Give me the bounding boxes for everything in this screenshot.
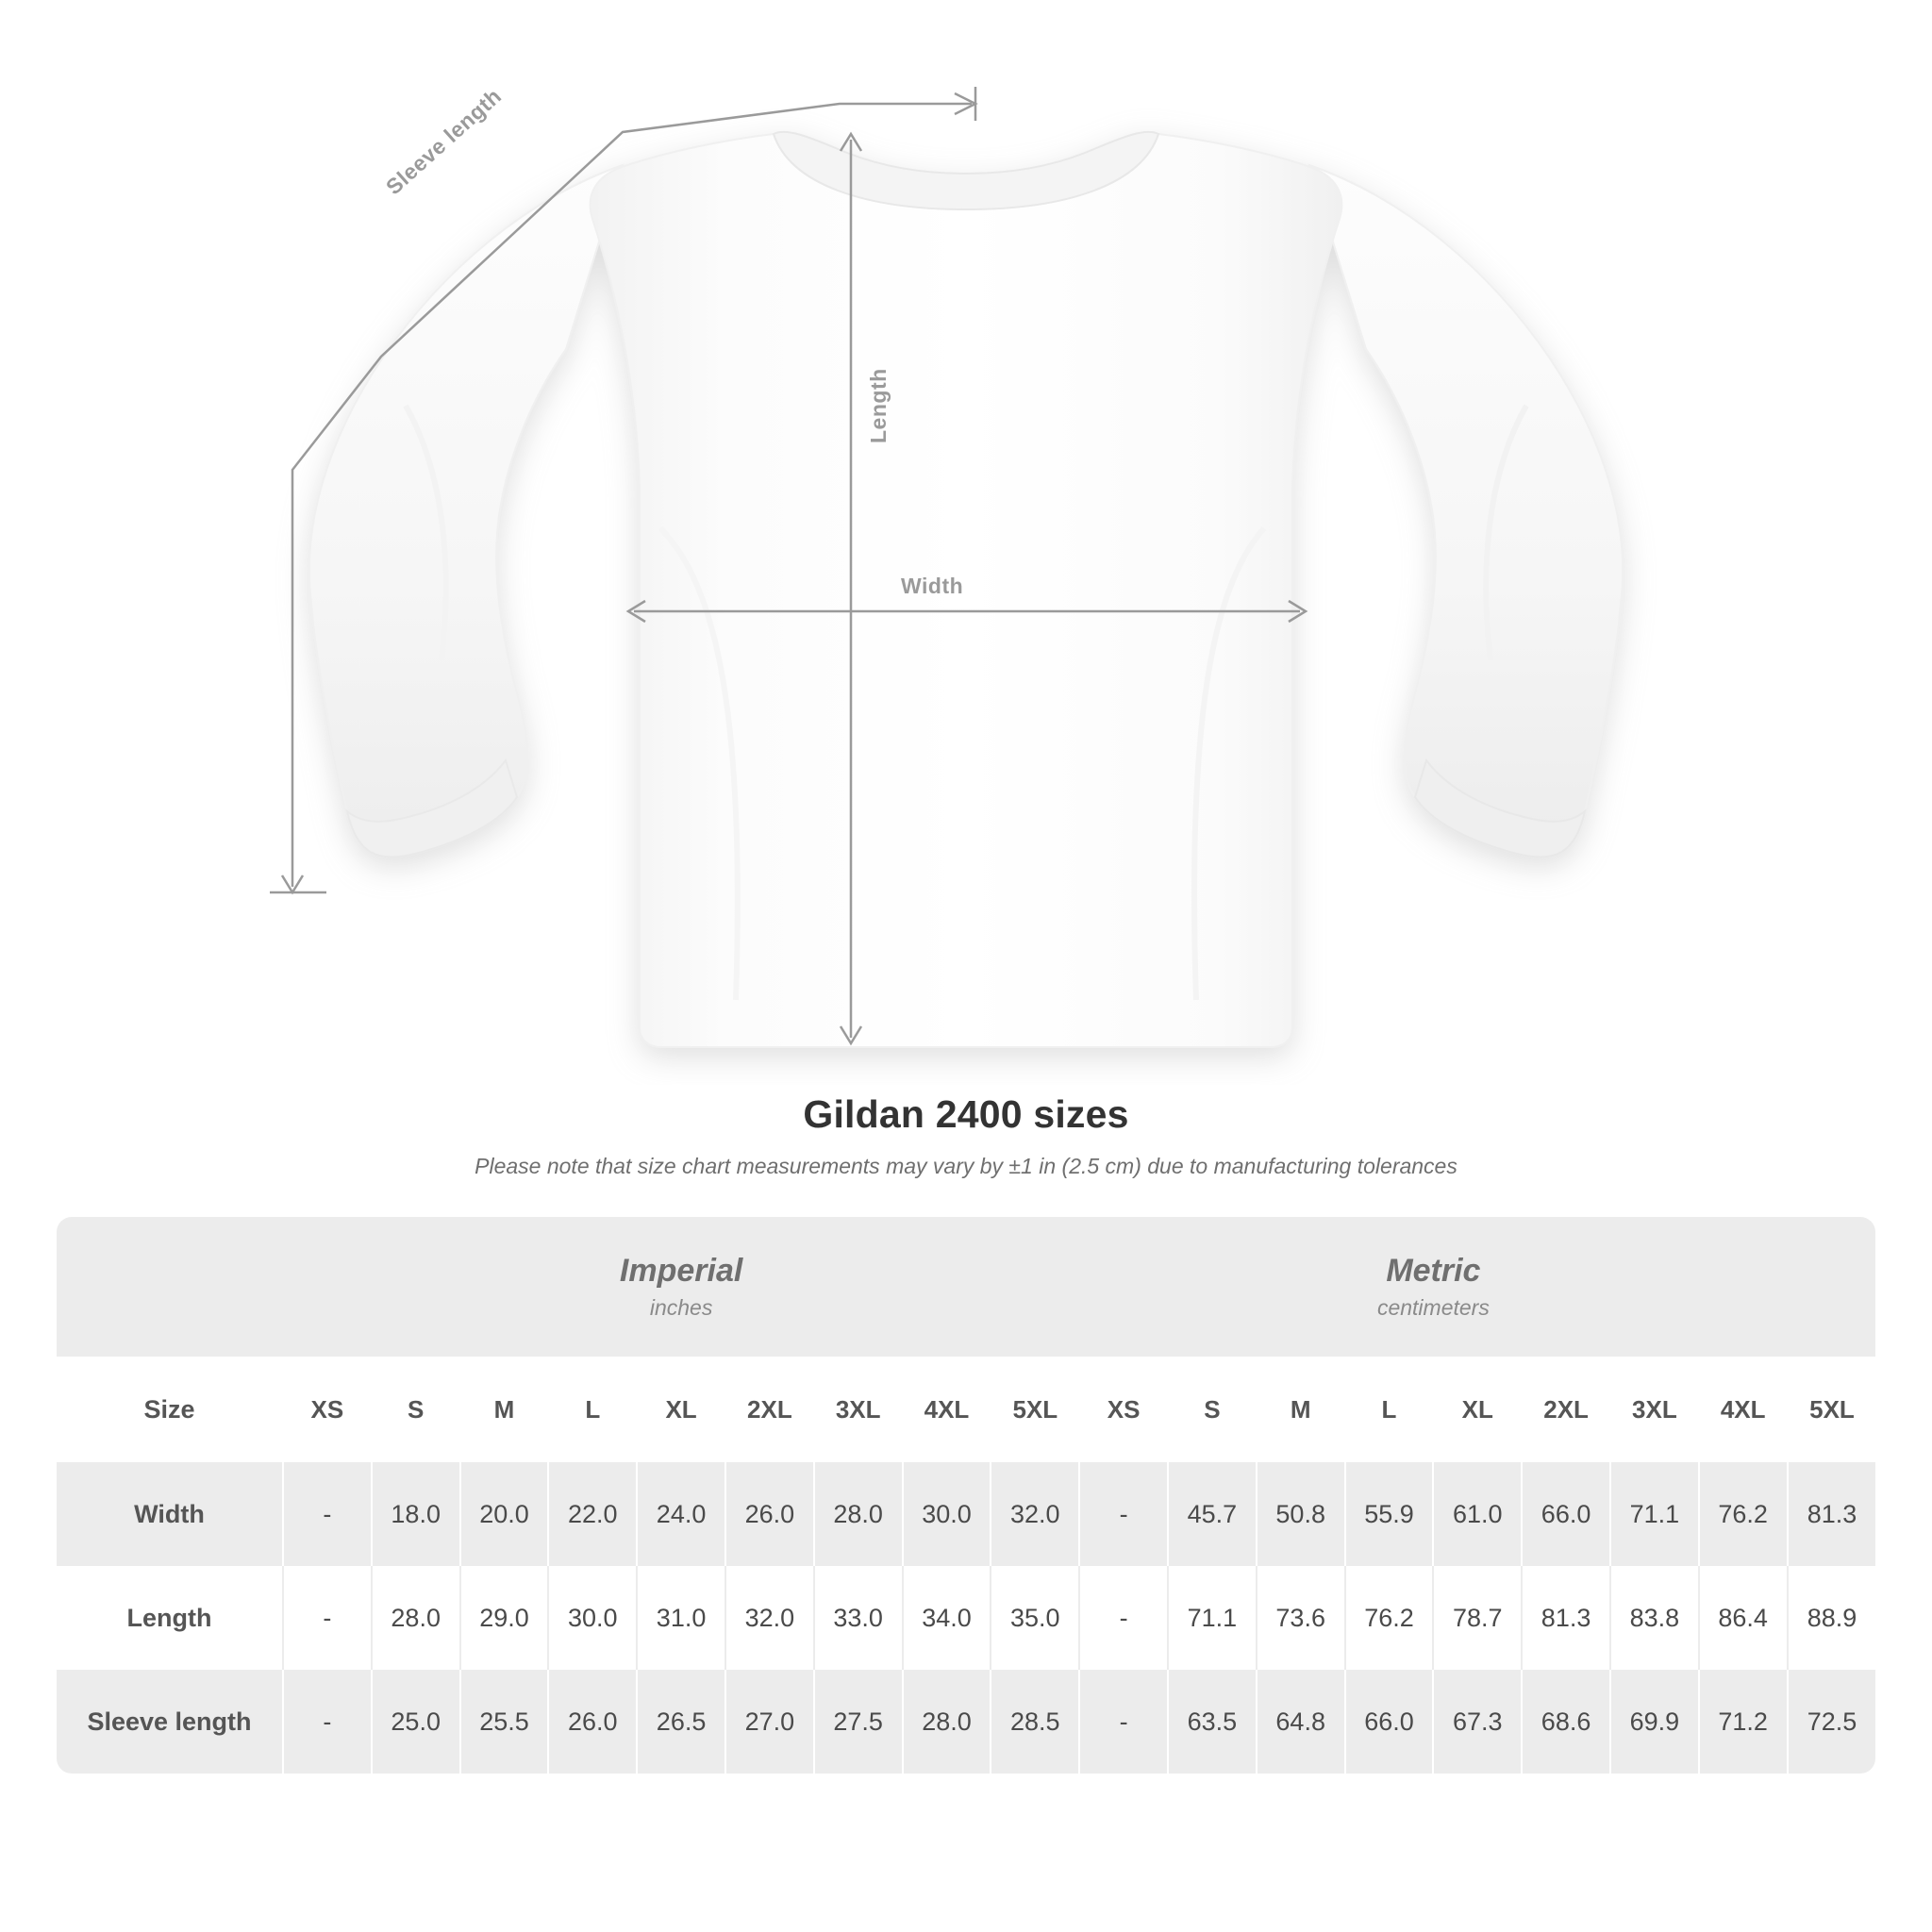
header-imperial-2xl: 2XL <box>725 1357 814 1462</box>
width-imperial-2xl: 26.0 <box>725 1462 814 1566</box>
length-metric-s: 71.1 <box>1168 1566 1257 1670</box>
width-imperial-s: 18.0 <box>372 1462 460 1566</box>
length-metric-5xl: 88.9 <box>1788 1566 1876 1670</box>
unit-header-corner-right <box>1788 1217 1876 1357</box>
length-imperial-s: 28.0 <box>372 1566 460 1670</box>
width-metric-l: 55.9 <box>1345 1462 1434 1566</box>
unit-header-corner <box>57 1217 283 1357</box>
unit-group-metric <box>1079 1217 1787 1357</box>
header-imperial-m: M <box>460 1357 549 1462</box>
width-imperial-l: 22.0 <box>548 1462 637 1566</box>
page-subtitle: Please note that size chart measurements may vary by ±1 in (2.5 cm) due to manufacturing tolerances <box>475 1154 1457 1178</box>
width-imperial-m: 20.0 <box>460 1462 549 1566</box>
header-metric-xs: XS <box>1079 1357 1168 1462</box>
sleeve-imperial-s: 25.0 <box>372 1670 460 1774</box>
sleeve-imperial-3xl: 27.5 <box>814 1670 903 1774</box>
header-metric-2xl: 2XL <box>1522 1357 1610 1462</box>
width-metric-3xl: 71.1 <box>1610 1462 1699 1566</box>
header-imperial-s: S <box>372 1357 460 1462</box>
unit-group-imperial <box>283 1217 1079 1357</box>
width-imperial-5xl: 32.0 <box>991 1462 1079 1566</box>
width-imperial-xs: - <box>283 1462 372 1566</box>
page-title: Gildan 2400 sizes <box>803 1092 1129 1136</box>
width-label: Width <box>901 574 964 598</box>
width-imperial-3xl: 28.0 <box>814 1462 903 1566</box>
sleeve-metric-4xl: 71.2 <box>1699 1670 1788 1774</box>
length-metric-m: 73.6 <box>1257 1566 1345 1670</box>
length-imperial-5xl: 35.0 <box>991 1566 1079 1670</box>
header-imperial-xs: XS <box>283 1357 372 1462</box>
unit-group-metric-sub: centimeters <box>1376 1295 1490 1321</box>
header-metric-5xl: 5XL <box>1788 1357 1876 1462</box>
length-metric-4xl: 86.4 <box>1699 1566 1788 1670</box>
sleeve-metric-xl: 67.3 <box>1433 1670 1522 1774</box>
sleeve-imperial-xs: - <box>283 1670 372 1774</box>
length-imperial-m: 29.0 <box>460 1566 549 1670</box>
width-imperial-xl: 24.0 <box>637 1462 725 1566</box>
header-size: Size <box>57 1357 283 1462</box>
title-block <box>0 1092 1932 1179</box>
unit-header-row <box>57 1217 1875 1357</box>
header-metric-4xl: 4XL <box>1699 1357 1788 1462</box>
length-metric-2xl: 81.3 <box>1522 1566 1610 1670</box>
width-metric-m: 50.8 <box>1257 1462 1345 1566</box>
length-imperial-xl: 31.0 <box>637 1566 725 1670</box>
table-row-sleeve-length <box>57 1670 1875 1774</box>
header-metric-l: L <box>1345 1357 1434 1462</box>
length-imperial-2xl: 32.0 <box>725 1566 814 1670</box>
size-table <box>57 1217 1875 1774</box>
garment-shape <box>309 132 1623 1047</box>
sleeve-imperial-xl: 26.5 <box>637 1670 725 1774</box>
length-metric-xs: - <box>1079 1566 1168 1670</box>
header-imperial-xl: XL <box>637 1357 725 1462</box>
width-metric-xs: - <box>1079 1462 1168 1566</box>
header-imperial-3xl: 3XL <box>814 1357 903 1462</box>
size-table-wrapper <box>57 1217 1875 1774</box>
length-label: Length <box>866 368 891 443</box>
header-imperial-5xl: 5XL <box>991 1357 1079 1462</box>
sleeve-length-label: Sleeve length <box>381 83 507 200</box>
width-imperial-4xl: 30.0 <box>903 1462 991 1566</box>
unit-group-metric-name: Metric <box>1386 1252 1481 1289</box>
length-metric-3xl: 83.8 <box>1610 1566 1699 1670</box>
sleeve-imperial-l: 26.0 <box>548 1670 637 1774</box>
sleeve-imperial-m: 25.5 <box>460 1670 549 1774</box>
table-row-width <box>57 1462 1875 1566</box>
sleeve-metric-2xl: 68.6 <box>1522 1670 1610 1774</box>
size-header-row <box>57 1357 1875 1462</box>
length-imperial-3xl: 33.0 <box>814 1566 903 1670</box>
length-imperial-4xl: 34.0 <box>903 1566 991 1670</box>
row-label-sleeve-length: Sleeve length <box>57 1670 283 1774</box>
header-metric-m: M <box>1257 1357 1345 1462</box>
width-metric-xl: 61.0 <box>1433 1462 1522 1566</box>
width-metric-s: 45.7 <box>1168 1462 1257 1566</box>
sleeve-metric-s: 63.5 <box>1168 1670 1257 1774</box>
header-imperial-4xl: 4XL <box>903 1357 991 1462</box>
length-imperial-l: 30.0 <box>548 1566 637 1670</box>
width-metric-5xl: 81.3 <box>1788 1462 1876 1566</box>
unit-group-imperial-name: Imperial <box>619 1252 743 1289</box>
header-imperial-l: L <box>548 1357 637 1462</box>
width-metric-2xl: 66.0 <box>1522 1462 1610 1566</box>
sleeve-imperial-2xl: 27.0 <box>725 1670 814 1774</box>
header-metric-3xl: 3XL <box>1610 1357 1699 1462</box>
width-metric-4xl: 76.2 <box>1699 1462 1788 1566</box>
sleeve-metric-5xl: 72.5 <box>1788 1670 1876 1774</box>
unit-group-imperial-sub: inches <box>649 1295 713 1321</box>
sleeve-metric-3xl: 69.9 <box>1610 1670 1699 1774</box>
row-label-length: Length <box>57 1566 283 1670</box>
sleeve-imperial-4xl: 28.0 <box>903 1670 991 1774</box>
sleeve-metric-l: 66.0 <box>1345 1670 1434 1774</box>
sleeve-imperial-5xl: 28.5 <box>991 1670 1079 1774</box>
header-metric-s: S <box>1168 1357 1257 1462</box>
length-metric-l: 76.2 <box>1345 1566 1434 1670</box>
length-metric-xl: 78.7 <box>1433 1566 1522 1670</box>
table-row-length <box>57 1566 1875 1670</box>
row-label-width: Width <box>57 1462 283 1566</box>
sleeve-metric-xs: - <box>1079 1670 1168 1774</box>
sleeve-metric-m: 64.8 <box>1257 1670 1345 1774</box>
length-imperial-xs: - <box>283 1566 372 1670</box>
header-metric-xl: XL <box>1433 1357 1522 1462</box>
